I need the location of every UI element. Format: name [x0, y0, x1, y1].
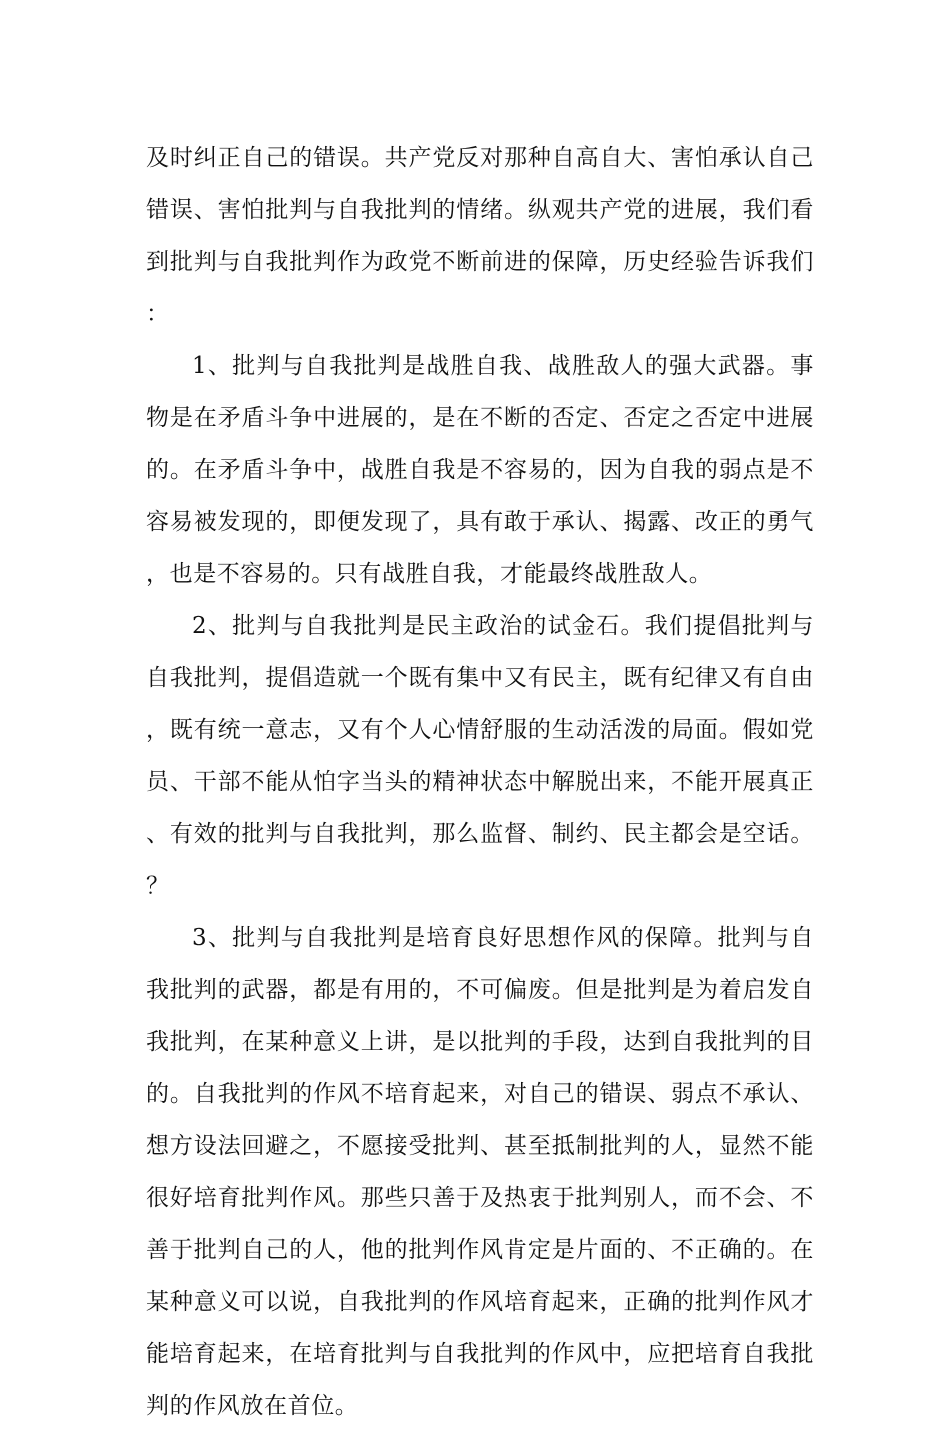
paragraph-continuation: 及时纠正自己的错误。共产党反对那种自高自大、害怕承认自己错误、害怕批判与自我批判的情绪。纵观共产党的进展，我们看到批判与自我批判作为政党不断前进的保障，历史经验告诉我们： — [146, 145, 814, 327]
paragraph-point-1: 1、批判与自我批判是战胜自我、战胜敌人的强大武器。事物是在矛盾斗争中进展的，是在不断的否定、否定之否定中进展的。在矛盾斗争中，战胜自我是不容易的，因为自我的弱点是不容易被发现的，即便发现了，具有敢于承认、揭露、改正的勇气，也是不容易的。只有战胜自我，才能最终战胜敌人。 — [146, 353, 814, 587]
document-body — [146, 132, 814, 1432]
paragraph-point-2: 2、批判与自我批判是民主政治的试金石。我们提倡批判与自我批判，提倡造就一个既有集中又有民主，既有纪律又有自由，既有统一意志，又有个人心情舒服的生动活泼的局面。假如党员、干部不能从怕字当头的精神状态中解脱出来，不能开展真正、有效的批判与自我批判，那么监督、制约、民主都会是空话。？ — [146, 613, 814, 899]
paragraph-point-3: 3、批判与自我批判是培育良好思想作风的保障。批判与自我批判的武器，都是有用的，不可偏废。但是批判是为着启发自我批判，在某种意义上讲，是以批判的手段，达到自我批判的目的。自我批判的作风不培育起来，对自己的错误、弱点不承认、想方设法回避之，不愿接受批判、甚至抵制批判的人，显然不能很好培育批判作风。那些只善于及热衷于批判别人，而不会、不善于批判自己的人，他的批判作风肯定是片面的、不正确的。在某种意义可以说，自我批判的作风培育起来，正确的批判作风才能培育起来，在培育批判与自我批判的作风中，应把培育自我批判的作风放在首位。 — [146, 925, 814, 1419]
